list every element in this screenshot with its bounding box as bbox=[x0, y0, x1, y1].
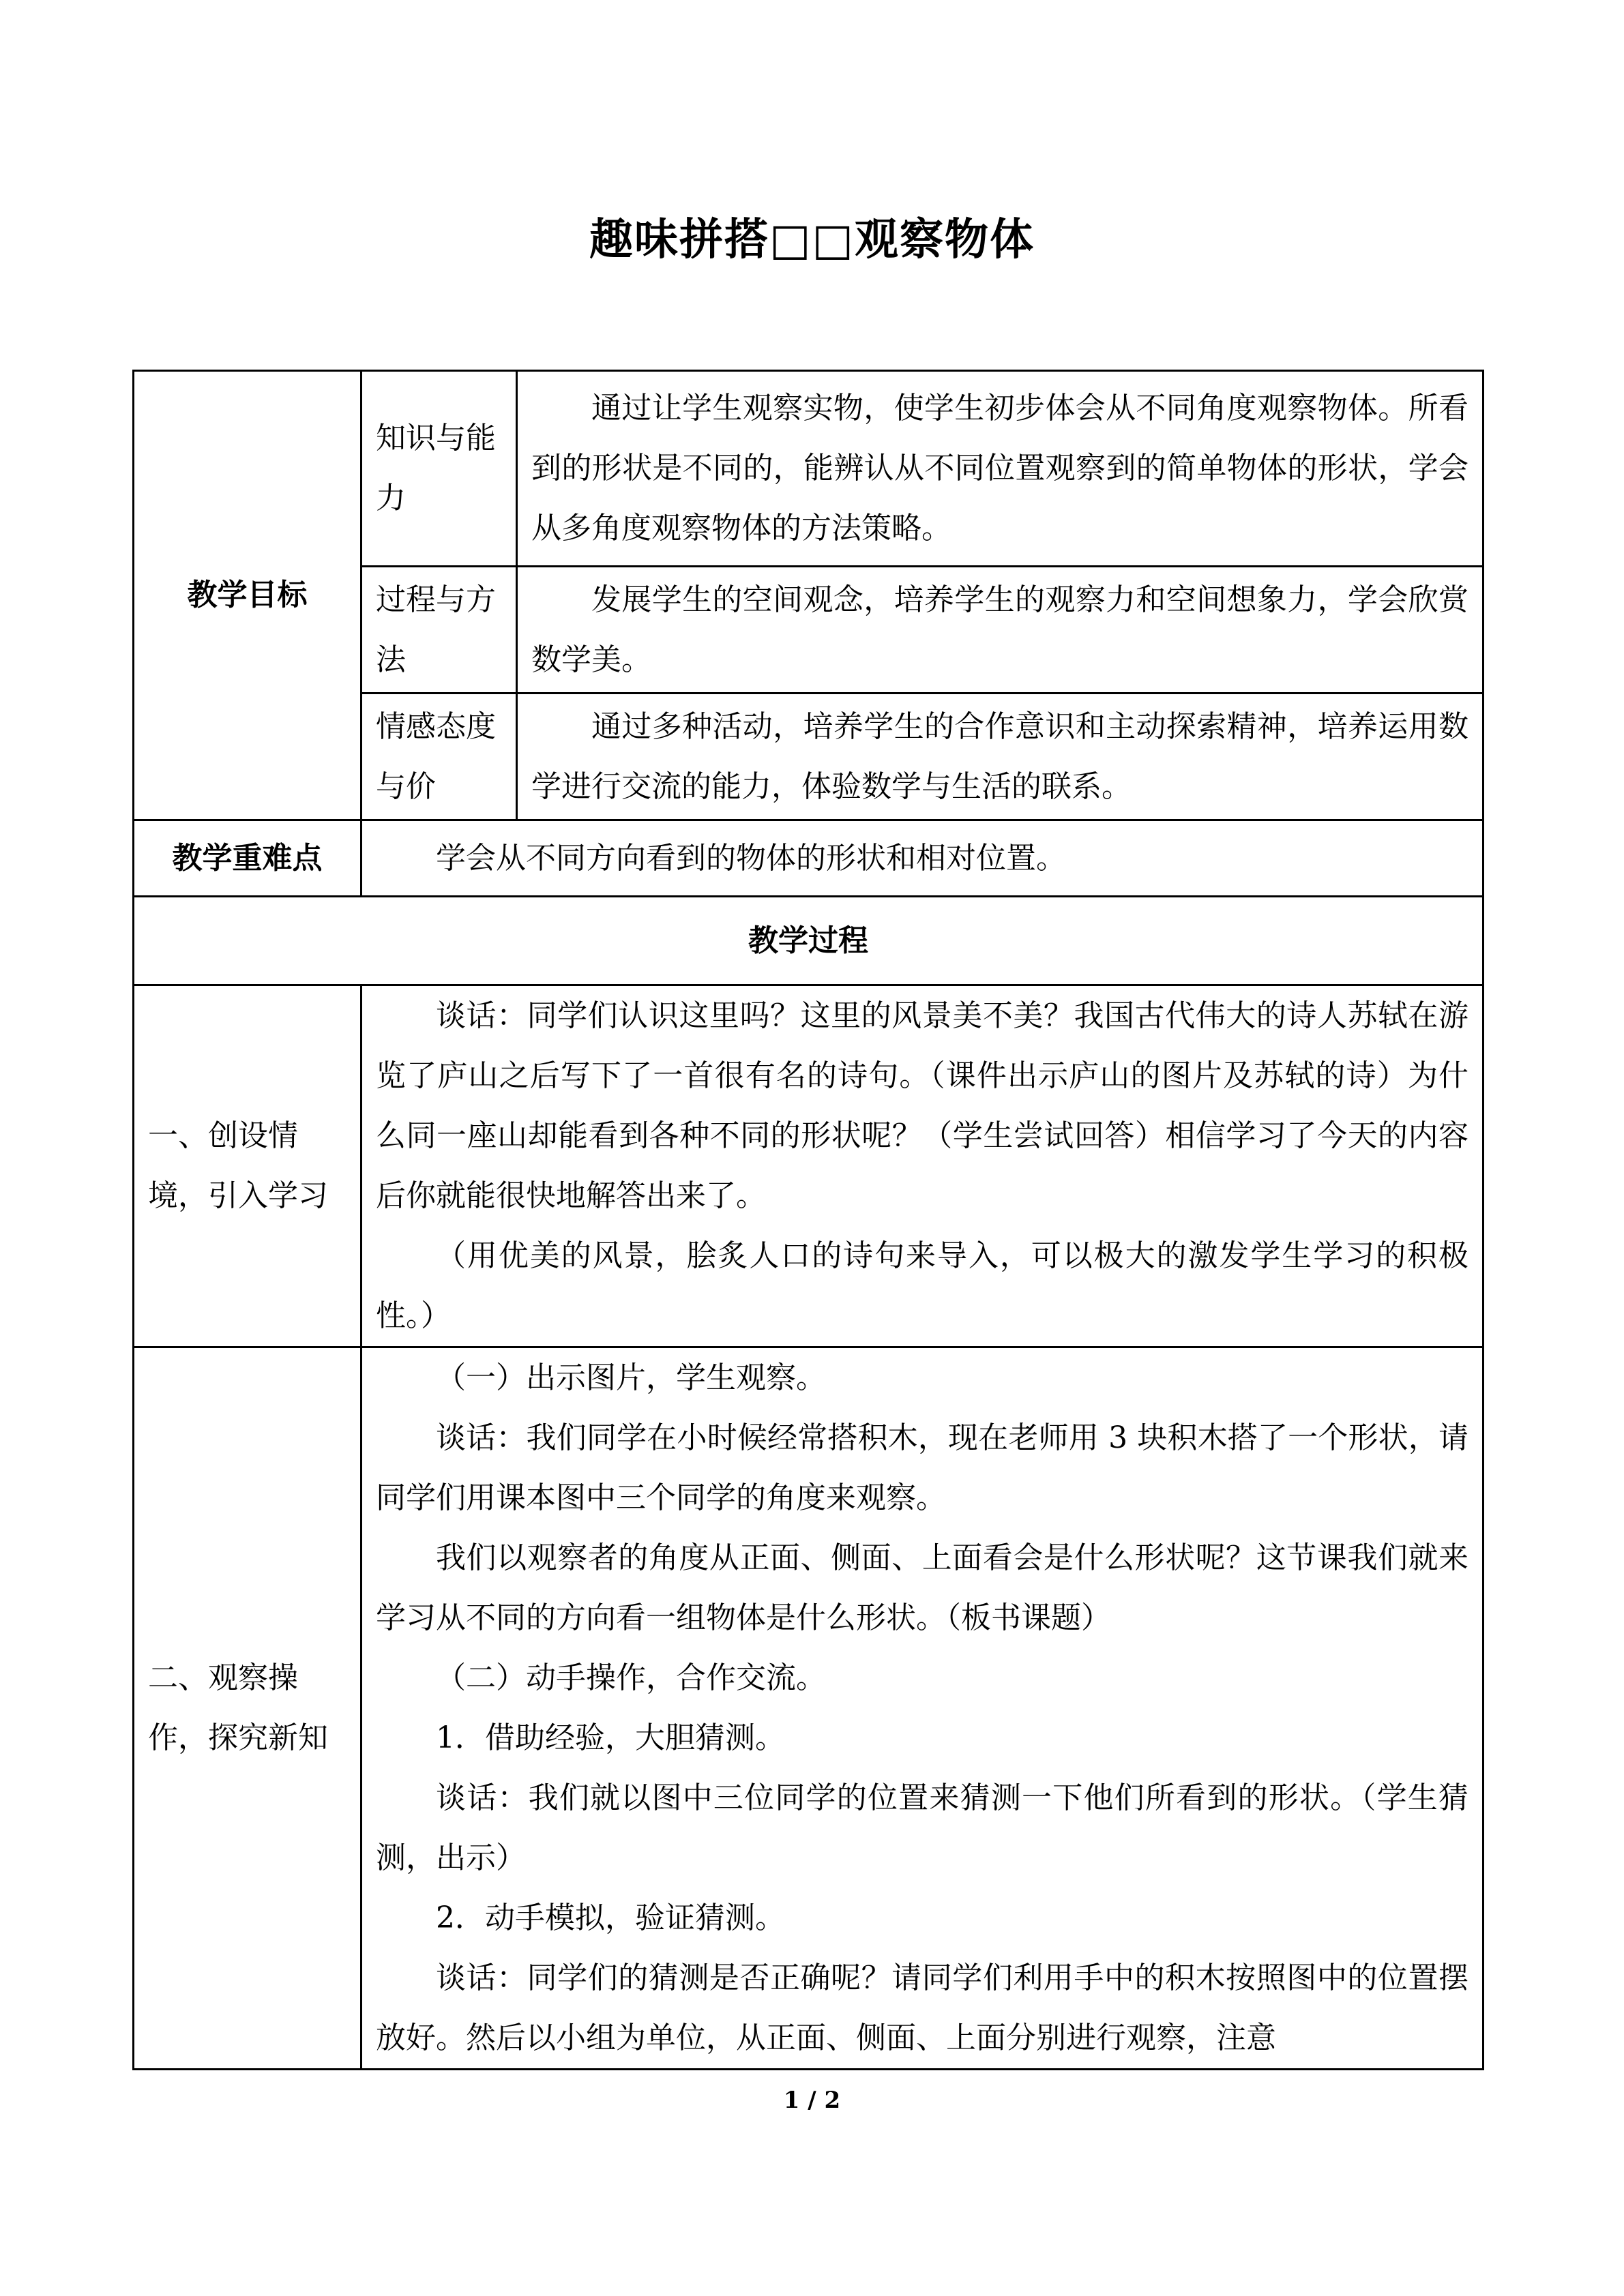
lesson-plan-table bbox=[132, 370, 1484, 2070]
objective-row-knowledge bbox=[134, 371, 1483, 567]
objective-paragraph: 通过多种活动，培养学生的合作意识和主动探索精神，培养运用数学进行交流的能力，体验数学与生活的联系。 bbox=[531, 709, 1468, 804]
section-paragraph: 谈话：同学们认识这里吗？这里的风景美不美？我国古代伟大的诗人苏轼在游览了庐山之后写下了一首很有名的诗句。（课件出示庐山的图片及苏轼的诗）为什么同一座山却能看到各种不同的形状呢？（学生尝试回答）相信学习了今天的内容后你就能很快地解答出来了。 bbox=[376, 998, 1468, 1213]
section-content bbox=[361, 1347, 1483, 2070]
section-paragraph: （一）出示图片，学生观察。 bbox=[436, 1360, 826, 1395]
objective-text bbox=[517, 694, 1483, 820]
section-paragraph: （二）动手操作，合作交流。 bbox=[436, 1660, 826, 1695]
objective-paragraph: 发展学生的空间观念，培养学生的观察力和空间想象力，学会欣赏数学美。 bbox=[531, 582, 1468, 677]
page-number: 1 / 2 bbox=[783, 2087, 841, 2114]
process-header: 教学过程 bbox=[134, 897, 1483, 985]
objective-text bbox=[517, 371, 1483, 567]
key-points-label: 教学重难点 bbox=[134, 820, 361, 897]
section-row-intro bbox=[134, 985, 1483, 1347]
document-title: 趣味拼搭□□观察物体 bbox=[589, 214, 1035, 265]
key-points-text bbox=[361, 820, 1483, 897]
section-content bbox=[361, 985, 1483, 1347]
section-label: 二、观察操作，探究新知 bbox=[134, 1347, 361, 2070]
section-paragraph: （用优美的风景，脍炙人口的诗句来导入，可以极大的激发学生学习的积极性。） bbox=[376, 1238, 1468, 1333]
section-paragraph: 谈话：我们就以图中三位同学的位置来猜测一下他们所看到的形状。（学生猜测，出示） bbox=[376, 1780, 1468, 1875]
section-paragraph: 谈话：我们同学在小时候经常搭积木，现在老师用 3 块积木搭了一个形状，请同学们用课本图中三个同学的角度来观察。 bbox=[376, 1420, 1468, 1515]
objective-category: 知识与能力 bbox=[361, 371, 517, 567]
section-paragraph: 2．动手模拟，验证猜测。 bbox=[436, 1900, 785, 1935]
section-label: 一、创设情境，引入学习 bbox=[134, 985, 361, 1347]
objective-paragraph: 通过让学生观察实物，使学生初步体会从不同角度观察物体。所看到的形状是不同的，能辨认从不同位置观察到的简单物体的形状，学会从多角度观察物体的方法策略。 bbox=[531, 391, 1468, 546]
objectives-label: 教学目标 bbox=[134, 371, 361, 820]
objective-category: 情感态度与价 bbox=[361, 694, 517, 820]
section-paragraph: 我们以观察者的角度从正面、侧面、上面看会是什么形状呢？这节课我们就来学习从不同的方向看一组物体是什么形状。（板书课题） bbox=[376, 1540, 1468, 1635]
section-row-explore bbox=[134, 1347, 1483, 2070]
key-points-paragraph: 学会从不同方向看到的物体的形状和相对位置。 bbox=[436, 840, 1066, 876]
process-header-row bbox=[134, 897, 1483, 985]
section-paragraph: 1．借助经验，大胆猜测。 bbox=[436, 1720, 785, 1755]
objective-text bbox=[517, 567, 1483, 694]
key-points-row bbox=[134, 820, 1483, 897]
objective-category: 过程与方法 bbox=[361, 567, 517, 694]
section-paragraph: 谈话：同学们的猜测是否正确呢？请同学们利用手中的积木按照图中的位置摆放好。然后以小组为单位，从正面、侧面、上面分别进行观察，注意 bbox=[376, 1960, 1468, 2055]
